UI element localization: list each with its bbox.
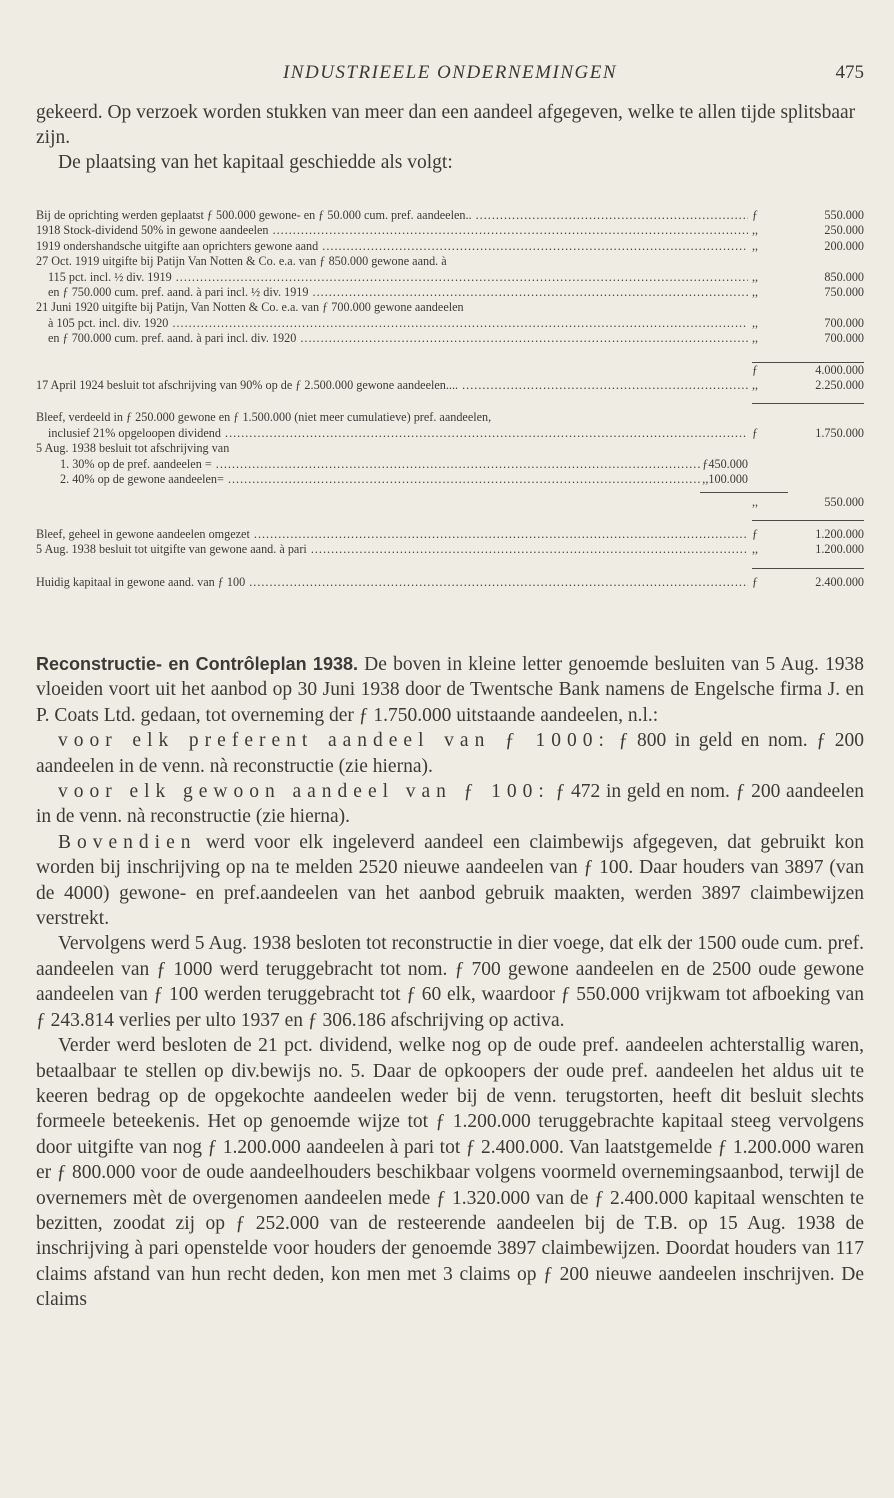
currency-symbol: ,, (752, 331, 759, 346)
ledger-description: 1919 ondershandsche uitgifte aan oprichters gewone aand ..... (36, 239, 748, 254)
subtotal-rule (700, 492, 788, 493)
ledger-description: 1918 Stock-dividend 50% in gewone aandeelen ..... (36, 223, 748, 238)
ledger-amount: 750.000 (824, 285, 864, 300)
ledger-row (36, 410, 864, 425)
ledger-description: 17 April 1924 besluit tot afschrijving van 90% op de ƒ 2.500.000 gewone aandeelen.... ..... (36, 378, 748, 393)
ledger-amount: 550.000 (824, 494, 864, 509)
ledger-amount: 550.000 (824, 208, 864, 222)
paragraph (36, 652, 864, 728)
ledger-description: Huidig kapitaal in gewone aand. van ƒ 100 ..... (36, 575, 748, 590)
ledger-row (36, 331, 864, 346)
currency-symbol: ƒ (752, 574, 759, 589)
paragraph (36, 830, 864, 932)
ledger-amount: 1.200.000 (815, 526, 864, 541)
ledger-description: 27 Oct. 1919 uitgifte bij Patijn Van Notten & Co. e.a. van ƒ 850.000 gewone aand. à (36, 254, 447, 269)
ledger-amount: 700.000 (824, 315, 864, 330)
currency-symbol: ,, (752, 315, 759, 330)
paragraph-text: ƒ 472 in geld en nom. ƒ 200 aandeelen in de venn. nà reconstructie (zie hierna). (36, 781, 864, 828)
ledger-subrow (36, 457, 864, 472)
ledger-row (36, 300, 864, 315)
ledger-row (36, 285, 864, 300)
running-title: INDUSTRIEELE ONDERNEMINGEN (282, 62, 617, 83)
emphasis-spaced: Bovendien (58, 831, 197, 853)
page-header (36, 62, 864, 88)
ledger-row (36, 316, 864, 331)
ledger-row (36, 254, 864, 269)
currency-symbol: ,, (702, 472, 709, 487)
intro-paragraph: gekeerd. Op verzoek worden stukken van meer dan een aandeel afgegeven, welke te allen tijde splitsbaar zijn. (36, 102, 856, 148)
currency-symbol: ƒ (752, 425, 759, 440)
ledger-row (36, 527, 864, 542)
ledger-row (36, 378, 864, 393)
ledger-amount: 250.000 (824, 223, 864, 238)
ledger-amount: 1.200.000 (815, 542, 864, 557)
ledger-description: à 105 pct. incl. div. 1920 ..... (36, 316, 748, 331)
ledger-row (36, 239, 864, 254)
currency-symbol: ,, (752, 285, 759, 300)
ledger-amount: 200.000 (824, 238, 864, 253)
ledger-total: 4.000.000 (815, 362, 864, 377)
ledger-amount: 450.000 (708, 456, 748, 471)
currency-symbol: ,, (752, 378, 759, 393)
currency-symbol: ƒ (702, 456, 709, 471)
ledger-amount: 2.250.000 (815, 378, 864, 393)
paragraph-text: werd voor elk ingeleverd aandeel een claimbewijs afgegeven, dat gebruikt kon worden bij inschrijving op na te melden 2520 nieuwe aandeelen van ƒ 100. Daar houders van 3897 (van de 4000) gewone- en pref.aandeelen van het aanbod gebruik maakten, werden 3897 claimbewijzen verstrekt. (36, 831, 865, 930)
page-number: 475 (835, 62, 864, 83)
capital-ledger (36, 208, 864, 590)
paragraph (36, 728, 864, 779)
currency-symbol: ƒ (752, 526, 759, 541)
body-text (36, 652, 864, 1313)
ledger-row (36, 208, 864, 223)
currency-symbol: ƒ (752, 208, 759, 222)
ledger-description: inclusief 21% opgeloopen dividend ..... (36, 426, 748, 441)
ledger-description: 5 Aug. 1938 besluit tot afschrijving van (36, 441, 230, 456)
paragraph: Vervolgens werd 5 Aug. 1938 besloten tot reconstructie in dier voege, dat elk der 1500 oude cum. pref. aandeelen van ƒ 1000 werd teruggebracht tot nom. ƒ 700 gewone aandeelen en de 2500 oude gewone aandeelen van ƒ 100 werden teruggebracht tot ƒ 60 elk, waardoor ƒ 550.000 vrijkwam tot afboeking van ƒ 243.814 verlies per ulto 1937 en ƒ 306.186 afschrijving op activa. (36, 933, 864, 1031)
ledger-amount: 100.000 (708, 472, 748, 487)
intro-placement-line: De plaatsing van het kapitaal geschiedde als volgt: (58, 152, 453, 173)
paragraph (36, 779, 864, 830)
section-heading: Reconstructie- en Contrôleplan 1938. (36, 654, 358, 674)
ledger-description: en ƒ 750.000 cum. pref. aand. à pari incl. ½ div. 1919 ..... (36, 285, 748, 300)
ledger-row (36, 223, 864, 238)
currency-symbol: ,, (752, 494, 759, 509)
ledger-row (36, 426, 864, 441)
ledger-description: Bij de oprichting werden geplaatst ƒ 500.000 gewone- en ƒ 50.000 cum. pref. aandeelen.. ..... (36, 208, 748, 223)
ledger-description: Bleef, geheel in gewone aandeelen omgezet ..... (36, 527, 748, 542)
ledger-description: 2. 40% op de gewone aandeelen= ..... (48, 472, 702, 487)
currency-symbol: ,, (752, 269, 759, 284)
ledger-row (36, 495, 864, 510)
ledger-row (36, 542, 864, 557)
ledger-description: en ƒ 700.000 cum. pref. aand. à pari incl. div. 1920 ..... (36, 331, 748, 346)
ledger-amount: 2.400.000 (815, 574, 864, 589)
paragraph-text: ƒ 800 in geld en nom. ƒ 200 aandeelen in de venn. nà reconstructie (zie hierna). (36, 730, 865, 777)
ledger-description: 115 pct. incl. ½ div. 1919 ..... (36, 270, 748, 285)
paragraph-text: De boven in kleine letter genoemde besluiten van 5 Aug. 1938 vloeiden voort uit het aanbod op 30 Juni 1938 door de Twentsche Bank namens de Engelsche firma J. en P. Coats Ltd. gedaan, tot overneming der ƒ 1.750.000 uitstaande aandeelen, n.l.: (36, 654, 865, 726)
emphasis-spaced: voor elk preferent aandeel van ƒ 1000: (58, 730, 610, 752)
ledger-amount: 700.000 (824, 331, 864, 346)
currency-symbol: ,, (752, 542, 759, 557)
ledger-final-row (36, 575, 864, 590)
ledger-row (36, 270, 864, 285)
currency-symbol: ƒ (752, 362, 759, 377)
ledger-description: 21 Juni 1920 uitgifte bij Patijn, Van Notten & Co. e.a. van ƒ 700.000 gewone aandeelen (36, 300, 464, 315)
intro-text (36, 100, 864, 175)
ledger-amount: 1.750.000 (815, 425, 864, 440)
currency-symbol: ,, (752, 223, 759, 238)
ledger-row (36, 441, 864, 456)
ledger-description: Bleef, verdeeld in ƒ 250.000 gewone en ƒ 1.500.000 (niet meer cumulatieve) pref. aandeelen, (36, 410, 492, 425)
emphasis-spaced: voor elk gewoon aandeel van ƒ 100: (58, 781, 550, 803)
ledger-description: 5 Aug. 1938 besluit tot uitgifte van gewone aand. à pari ..... (36, 542, 748, 557)
ledger-total-row (36, 363, 864, 378)
ledger-subrow (36, 472, 864, 487)
currency-symbol: ,, (752, 238, 759, 253)
ledger-description: 1. 30% op de pref. aandeelen = ..... (48, 457, 702, 472)
ledger-amount: 850.000 (824, 269, 864, 284)
paragraph: Verder werd besloten de 21 pct. dividend, welke nog op de oude pref. aandeelen achterstallig waren, betaalbaar te stellen op div.bewijs no. 5. Daar de opkoopers der oude pref. aandeelen het aldus uit te keeren bedrag op de opgekochte aandeelen weder bij de venn. terugstorten, heeft dit besluit slechts formeele beteekenis. Het op genoemde wijze tot ƒ 1.200.000 teruggebrachte kapitaal steeg vervolgens door uitgifte van nog ƒ 1.200.000 aandeelen à pari tot ƒ 2.400.000. Van laatstgemelde ƒ 1.200.000 waren er ƒ 800.000 voor de oude aandeelhouders beschikbaar volgens voormeld overnemingsaanbod, terwijl de overnemers mèt de overgenomen aandeelen mede ƒ 1.320.000 van de ƒ 2.400.000 kapitaal wenschten te bezitten, zoodat zij op ƒ 252.000 van de resteerende aandeelen bij de T.B. op 15 Aug. 1938 de inschrijving à pari openstelde voor houders der genoemde 3897 claimbewijzen. Doordat houders van 117 claims afstand van hun recht deden, kon men met 3 claims op ƒ 200 nieuwe aandeelen inschrijven. De claims (36, 1035, 864, 1311)
